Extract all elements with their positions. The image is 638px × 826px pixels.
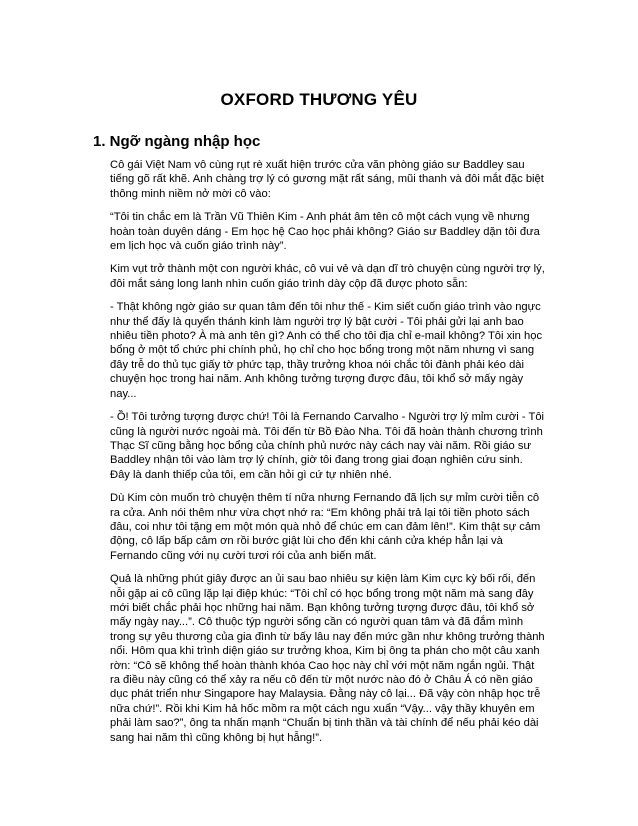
paragraph: - Thật không ngờ giáo sư quan tâm đến tôi như thế - Kim siết cuốn giáo trình vào ngực như thể đấy là quyển thánh kinh làm người trợ lý bật cười - Tôi phải gửi lại anh bao nhiêu tiền photo? À mà anh tên gì? Anh có thể cho tôi địa chỉ e-mail không? Tôi xin học bổng ở một tổ chức phi chính phủ, họ chỉ cho học bổng trong một năm nhưng vì sang đây trễ do thủ tục giấy tờ phức tạp, thầy trưởng khoa nói chắc tôi đành phải kéo dài chuyện học trong hai năm. Anh không tưởng tượng được đâu, tôi khổ sở mấy ngày nay... bbox=[110, 301, 543, 400]
paragraph: Kim vụt trở thành một con người khác, cô vui vẻ và dạn dĩ trò chuyện cùng người trợ lý, đôi mắt sáng long lanh nhìn cuốn giáo trình dày cộp đã được photo sẵn: bbox=[110, 263, 545, 290]
paragraph: Cô gái Việt Nam vô cùng rụt rè xuất hiện trước cửa văn phòng giáo sư Baddley sau tiếng gõ rất khẽ. Anh chàng trợ lý có gương mặt rất sáng, mũi thanh và đôi mắt đặc biệt thông minh niềm nở mời cô vào: bbox=[110, 159, 544, 200]
paragraph: Dù Kim còn muốn trò chuyện thêm tí nữa nhưng Fernando đã lịch sự mỉm cười tiễn cô ra cửa. Anh nói thêm như vừa chợt nhớ ra: “Em không phải trả lại tôi tiền photo sách đâu, coi như tôi tặng em một món quà nhỏ để chúc em can đảm lên!”. Kim thật sự cảm động, cô lấp bấp cảm ơn rồi bước giật lùi cho đến khi cánh cửa khép hẳn lại và Fernando cũng với nụ cười tươi rói của anh biến mất. bbox=[110, 492, 541, 562]
document-title: OXFORD THƯƠNG YÊU bbox=[220, 90, 418, 109]
paragraph: - Ồ! Tôi tưởng tượng được chứ! Tôi là Fernando Carvalho - Người trợ lý mỉm cười - Tôi cũng là người nước ngoài mà. Tôi đến từ Bồ Đào Nha. Tôi đã hoàn thành chương trình Thạc Sĩ cũng bằng học bổng của chính phủ nước này cách nay vài năm. Rồi giáo sư Baddley nhận tôi vào làm trợ lý chính, giờ tôi đang trong giai đoạn nghiên cứu sinh. Đây là danh thiếp của tôi, em cần hỏi gì cứ tự nhiên nhé. bbox=[110, 411, 545, 481]
body-text bbox=[110, 158, 545, 754]
section-heading: 1. Ngỡ ngàng nhập học bbox=[93, 133, 261, 150]
paragraph: Quả là những phút giây được an ủi sau bao nhiêu sự kiện làm Kim cực kỳ bối rối, đến nỗi gặp ai cô cũng lặp lại điệp khúc: “Tôi chỉ có học bổng trong một năm mà sang đây mới biết chắc phải học những hai năm. Bạn không tưởng tượng được đâu, tôi khổ sở mấy ngày nay...”. Cô thuộc týp người sống cần có người quan tâm và đã đắm mình trong sự yêu thương của gia đình từ bấy lâu nay đến mức gần như không trưởng thành nổi. Hôm qua khi trình diện giáo sư trưởng khoa, Kim bị ông ta phán cho một câu xanh rờn: “Cô sẽ không thể hoàn thành khóa Cao học này chỉ với một năm ngắn ngủi. Thật ra điều này cũng có thể xảy ra nếu cô đến từ một nước nào đó ở Châu Á có nền giáo dục phát triển như Singapore hay Malaysia. Đằng này cô lại... Đã vậy còn nhập học trễ nữa chứ!”. Rồi khi Kim hả hốc mồm ra một cách ngu xuẩn “Vậy... vậy thầy khuyên em phải làm sao?”, ông ta nhấn mạnh “Chuẩn bị tinh thần và tài chính để nếu phải kéo dài sang hai năm thì cũng không bị hụt hẫng!”. bbox=[110, 573, 545, 744]
paragraph: “Tôi tin chắc em là Trần Vũ Thiên Kim - Anh phát âm tên cô một cách vụng về nhưng hoàn toàn duyên dáng - Em học hệ Cao học phải không? Giáo sư Baddley dặn tôi đưa em lịch học và cuốn giáo trình này”. bbox=[110, 211, 540, 253]
